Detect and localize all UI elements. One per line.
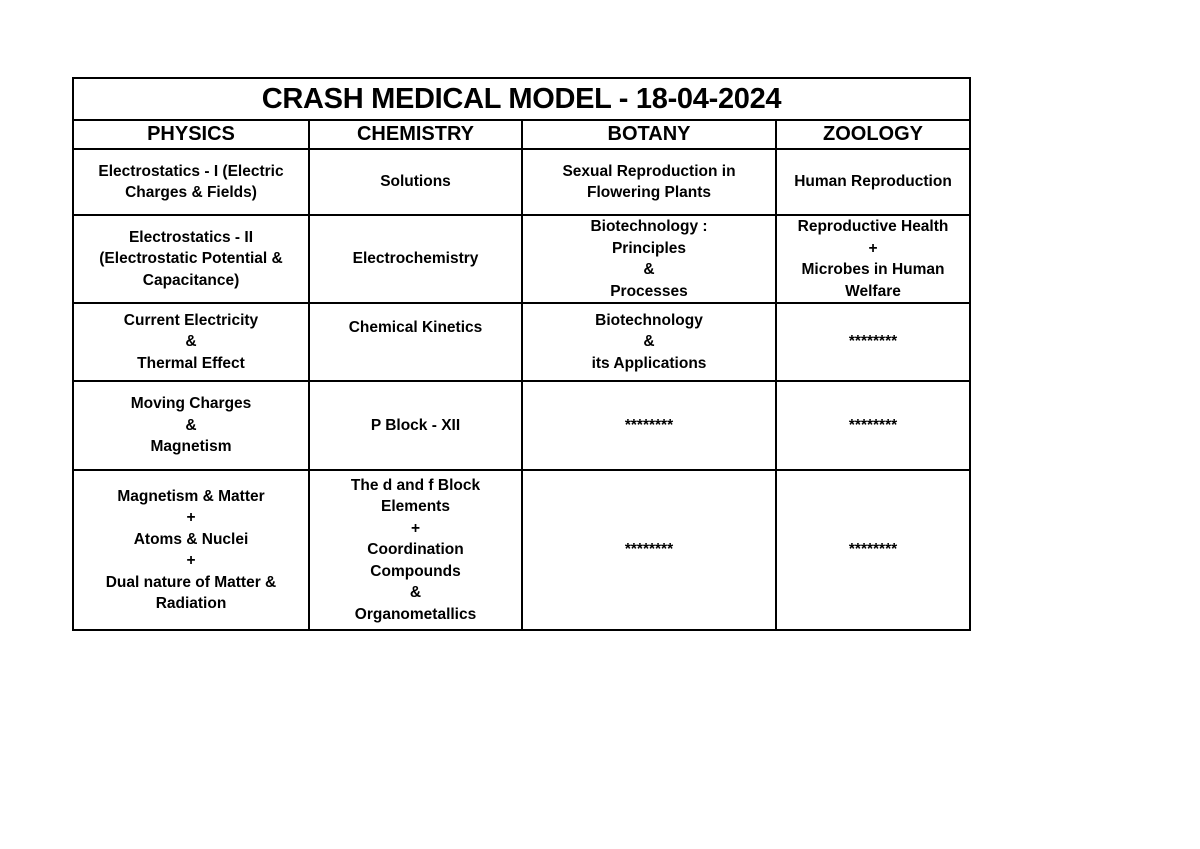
header-botany: BOTANY bbox=[522, 120, 776, 149]
schedule-sheet bbox=[72, 77, 969, 631]
cell-line: Magnetism & Matter bbox=[117, 487, 265, 505]
cell-line: & bbox=[643, 333, 655, 351]
table-row bbox=[73, 149, 970, 215]
cell-line: Coordination bbox=[367, 541, 464, 559]
physics-cell bbox=[73, 303, 309, 381]
physics-cell bbox=[73, 470, 309, 630]
cell-line: + bbox=[186, 552, 196, 569]
cell-line: Electrostatics - II bbox=[128, 228, 254, 246]
table-row bbox=[73, 381, 970, 470]
cell-line: + bbox=[186, 509, 196, 526]
cell-line: Reproductive Health bbox=[797, 218, 949, 235]
cell-line: Biotechnology : bbox=[590, 218, 708, 235]
cell-line: (Electrostatic Potential & bbox=[99, 250, 283, 268]
cell-line: Principles bbox=[611, 239, 687, 257]
cell-line: Processes bbox=[610, 282, 688, 300]
physics-cell bbox=[73, 381, 309, 470]
botany-cell bbox=[522, 149, 776, 215]
cell-line: Chemical Kinetics bbox=[348, 319, 483, 336]
cell-line: Capacitance) bbox=[142, 271, 240, 289]
cell-line: Radiation bbox=[155, 595, 227, 612]
header-physics: PHYSICS bbox=[73, 120, 309, 149]
cell-line: Microbes in Human bbox=[801, 261, 945, 278]
cell-line: Electrochemistry bbox=[352, 250, 479, 268]
chemistry-cell bbox=[309, 470, 522, 630]
cell-line: ******** bbox=[848, 541, 898, 559]
cell-line: Moving Charges bbox=[130, 395, 252, 413]
cell-line: Thermal Effect bbox=[137, 354, 245, 372]
cell-line: ******** bbox=[624, 541, 674, 559]
cell-line: & bbox=[409, 584, 422, 602]
zoology-cell bbox=[776, 381, 970, 470]
cell-line: Flowering Plants bbox=[586, 184, 711, 201]
cell-line: Electrostatics - I (Electric bbox=[98, 162, 284, 180]
chemistry-cell bbox=[309, 215, 522, 303]
botany-cell bbox=[522, 381, 776, 470]
cell-line: & bbox=[185, 416, 197, 434]
cell-line: ******** bbox=[848, 416, 898, 434]
cell-line: & bbox=[185, 333, 197, 351]
botany-cell bbox=[522, 215, 776, 303]
physics-cell bbox=[73, 215, 309, 303]
schedule-title: CRASH MEDICAL MODEL - 18-04-2024 bbox=[73, 78, 970, 120]
cell-line: Compounds bbox=[370, 562, 461, 580]
physics-cell bbox=[73, 149, 309, 215]
cell-line: Elements bbox=[381, 498, 450, 516]
cell-line: Dual nature of Matter & bbox=[105, 573, 277, 591]
cell-line: & bbox=[643, 261, 655, 278]
cell-line: Welfare bbox=[845, 282, 901, 300]
zoology-cell bbox=[776, 470, 970, 630]
chemistry-cell bbox=[309, 149, 522, 215]
zoology-cell bbox=[776, 215, 970, 303]
zoology-cell bbox=[776, 149, 970, 215]
zoology-cell bbox=[776, 303, 970, 381]
cell-line: Human Reproduction bbox=[794, 173, 952, 191]
cell-line: Sexual Reproduction in bbox=[562, 162, 736, 180]
cell-line: The d and f Block bbox=[350, 476, 481, 494]
chemistry-cell bbox=[309, 381, 522, 470]
table-row bbox=[73, 470, 970, 630]
header-zoology: ZOOLOGY bbox=[776, 120, 970, 149]
cell-line: Biotechnology bbox=[595, 311, 703, 329]
cell-line: Organometallics bbox=[354, 605, 477, 623]
table-row bbox=[73, 215, 970, 303]
cell-line: Solutions bbox=[380, 173, 451, 191]
chemistry-cell bbox=[309, 303, 522, 381]
schedule-table bbox=[72, 77, 971, 631]
title-row bbox=[73, 78, 970, 120]
cell-line: + bbox=[410, 519, 421, 537]
cell-line: + bbox=[868, 239, 878, 257]
cell-line: its Applications bbox=[591, 354, 707, 372]
cell-line: Magnetism bbox=[150, 438, 232, 456]
cell-line: ******** bbox=[848, 333, 898, 351]
cell-line: ******** bbox=[624, 416, 674, 434]
botany-cell bbox=[522, 470, 776, 630]
table-row bbox=[73, 303, 970, 381]
cell-line: P Block - XII bbox=[370, 416, 461, 434]
header-chemistry: CHEMISTRY bbox=[309, 120, 522, 149]
cell-line: Charges & Fields) bbox=[125, 184, 257, 201]
header-row bbox=[73, 120, 970, 149]
cell-line: Current Electricity bbox=[123, 311, 259, 329]
botany-cell bbox=[522, 303, 776, 381]
cell-line: Atoms & Nuclei bbox=[133, 530, 249, 548]
